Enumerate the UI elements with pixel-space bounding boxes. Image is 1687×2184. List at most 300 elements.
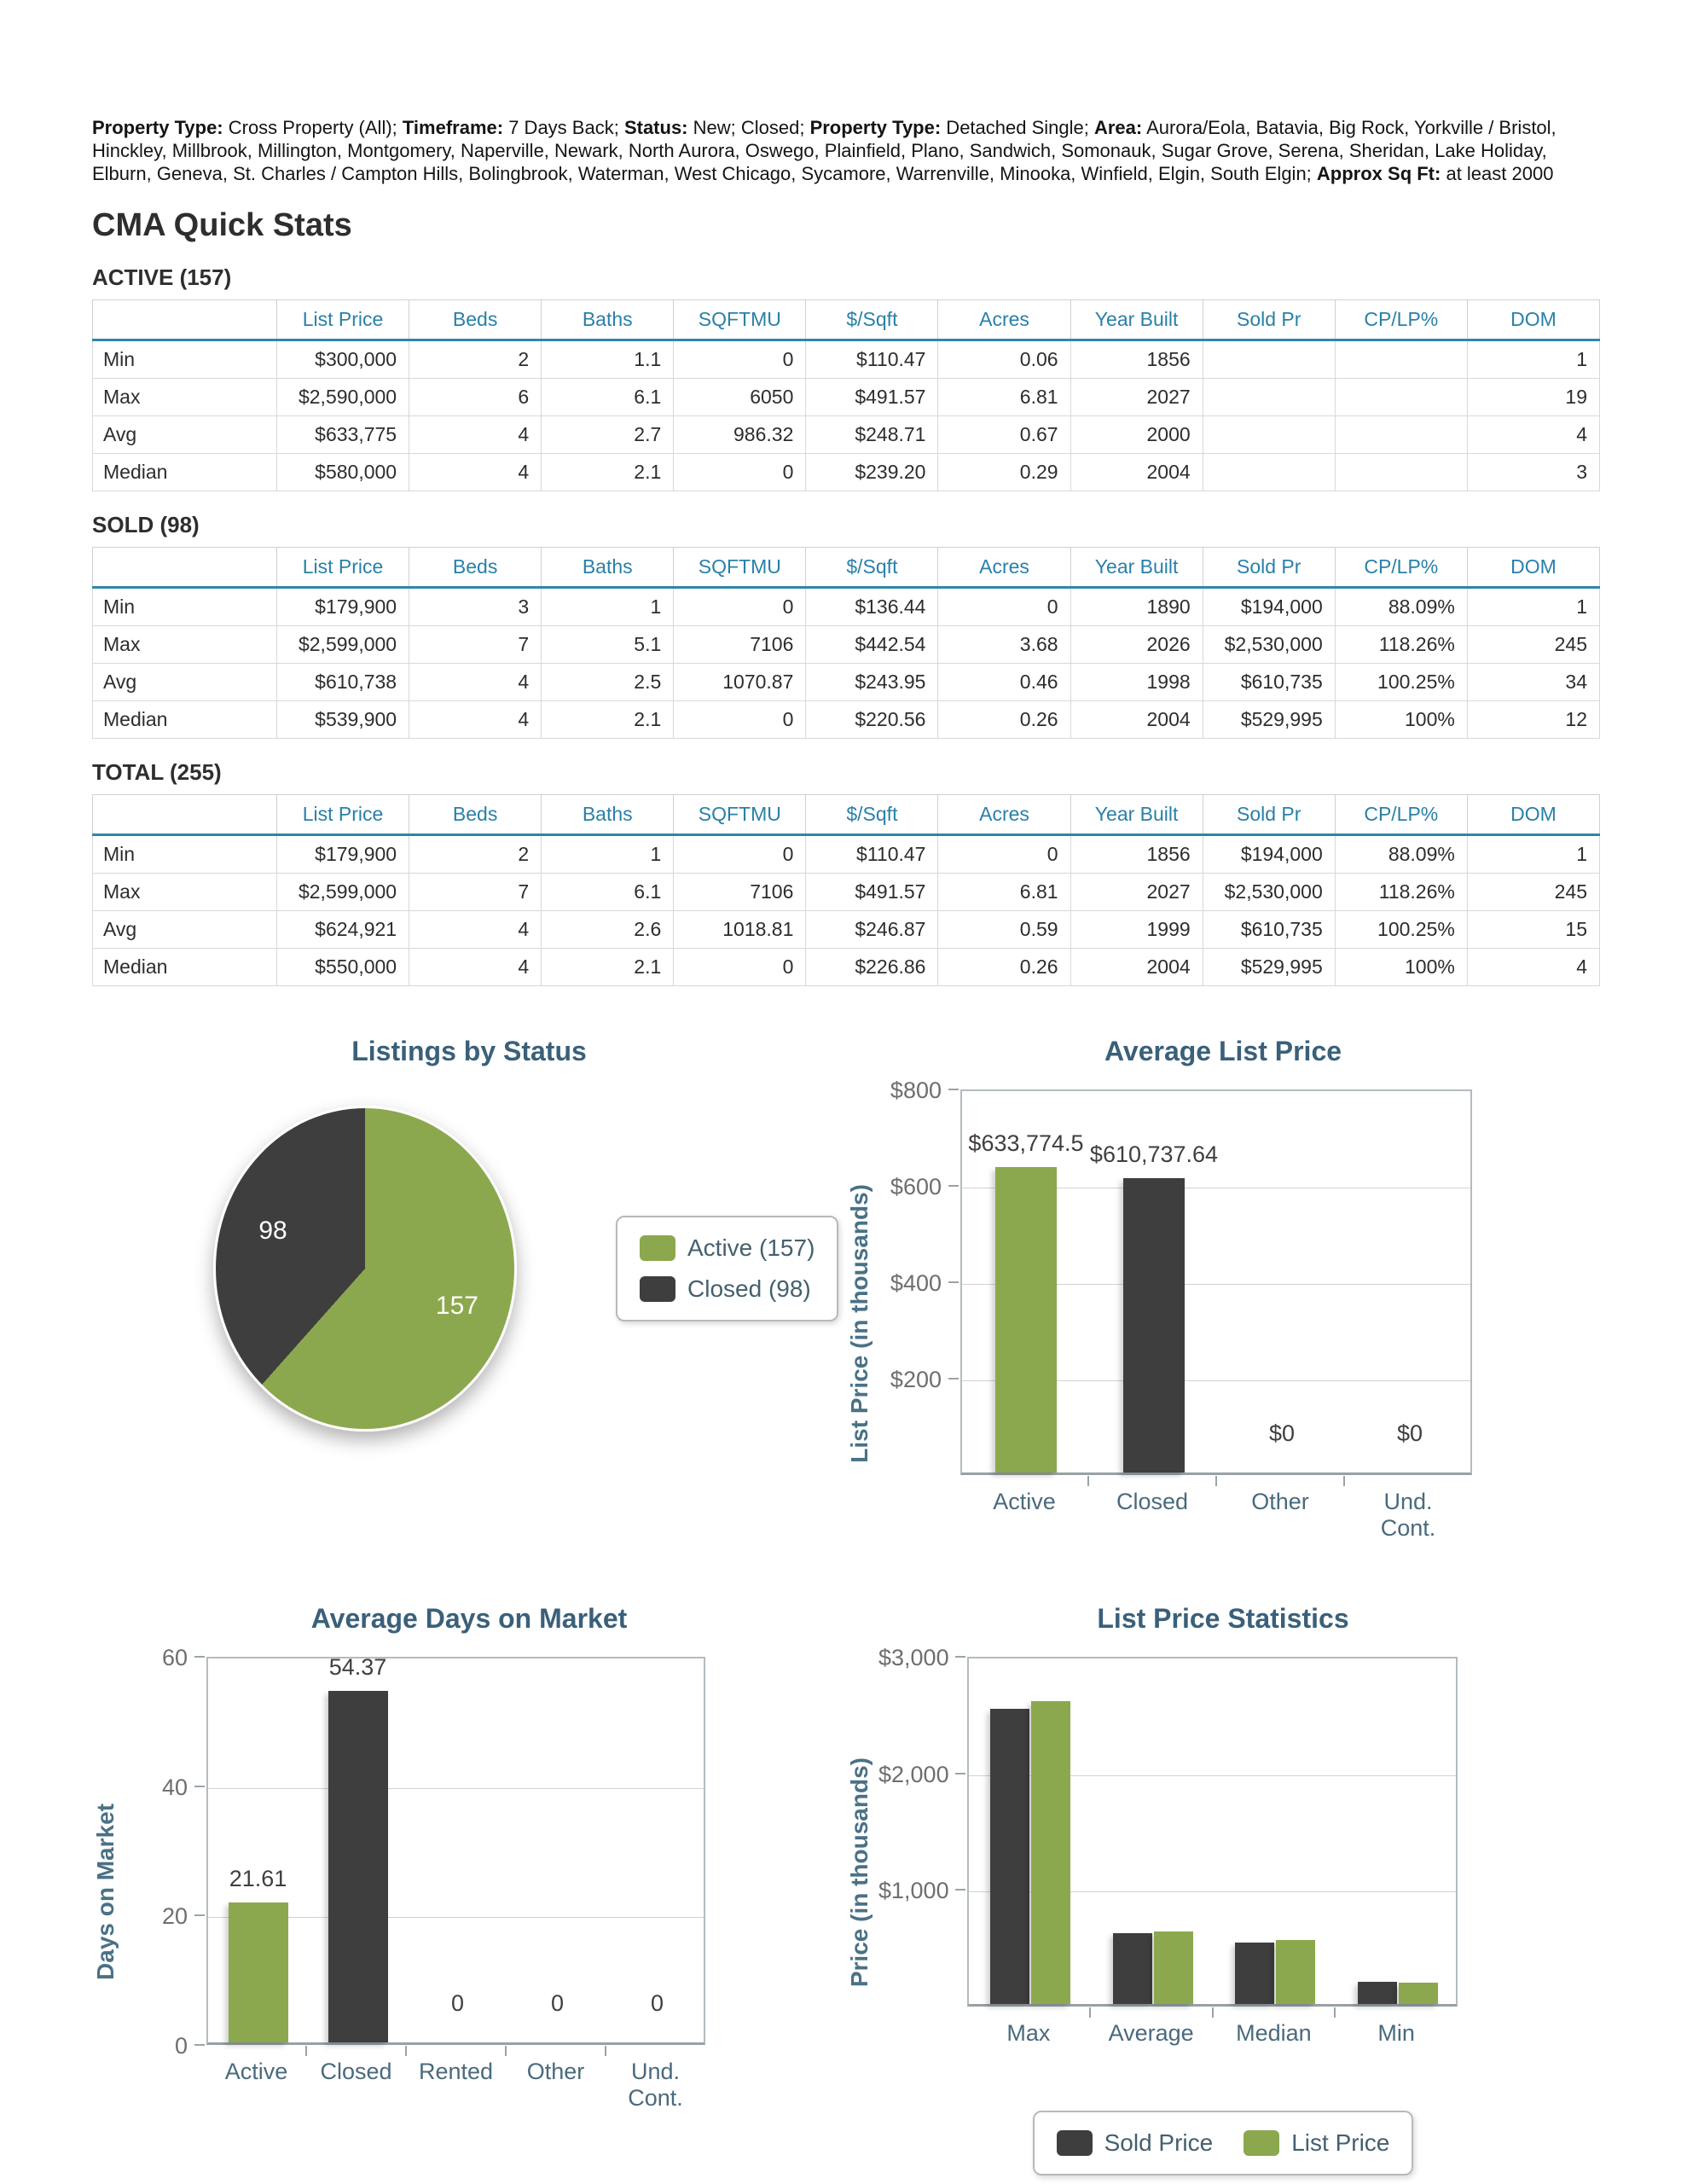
cell-value: $610,735	[1203, 664, 1335, 701]
x-category-label	[527, 2059, 585, 2085]
cell-value: 5.1	[542, 626, 674, 664]
cell-value: 1	[542, 835, 674, 874]
cell-value: 7	[409, 874, 542, 911]
cell-value: $2,530,000	[1203, 874, 1335, 911]
cell-value: $2,530,000	[1203, 626, 1335, 664]
chart-title: Average List Price	[1104, 1036, 1342, 1066]
cell-value: $624,921	[277, 911, 409, 949]
plot-area	[960, 1089, 1472, 1475]
column-header: Beds	[409, 300, 542, 340]
y-tick-mark	[955, 1889, 965, 1891]
table-row	[93, 454, 1600, 491]
y-tick-label: $3,000	[878, 1645, 949, 1670]
x-category-label-line: Other	[1251, 1489, 1309, 1514]
cell-value: 6	[409, 379, 542, 416]
cell-value: $136.44	[806, 588, 938, 626]
plot-area	[967, 1657, 1458, 2007]
cell-value: $610,738	[277, 664, 409, 701]
column-header: $/Sqft	[806, 300, 938, 340]
cell-value: 88.09%	[1335, 588, 1467, 626]
cell-value	[1203, 416, 1335, 454]
pie-slice-label: 157	[435, 1292, 478, 1321]
column-header: Baths	[542, 548, 674, 588]
y-tick-label: $1,000	[878, 1878, 949, 1904]
cell-value: 2027	[1070, 874, 1203, 911]
column-header: Acres	[938, 795, 1070, 835]
cell-value: 4	[409, 701, 542, 739]
section-heading: SOLD (98)	[92, 512, 200, 537]
bar-data-label: 0	[550, 1990, 565, 2016]
plot-area	[206, 1653, 705, 2045]
pie-graphic	[213, 1106, 517, 1432]
criteria-label: Property Type:	[809, 117, 942, 138]
cell-value: 1	[1467, 588, 1599, 626]
plot-area-wrap	[878, 1645, 1463, 2088]
criteria-label: Approx Sq Ft:	[1316, 163, 1441, 184]
bar	[1123, 1178, 1185, 1472]
table-row	[93, 664, 1600, 701]
cell-value: 100%	[1335, 949, 1467, 986]
legend-swatch	[1244, 2130, 1279, 2156]
stats-table	[92, 299, 1600, 491]
bar-data-label: 0	[450, 1990, 465, 2016]
x-category-label	[320, 2059, 391, 2085]
bar-data-label: $633,774.5	[968, 1130, 1084, 1156]
search-criteria	[92, 116, 1576, 185]
cell-value: 2	[409, 340, 542, 379]
x-category-label-line: Cont.	[628, 2085, 683, 2111]
cell-value: 0	[674, 588, 806, 626]
row-label: Avg	[93, 416, 277, 454]
legend-label: Active (157)	[687, 1234, 815, 1261]
x-tick-mark	[405, 2046, 407, 2056]
x-category-label	[1006, 2020, 1050, 2047]
x-tick-mark	[1212, 2007, 1214, 2018]
x-tick-mark	[1215, 1476, 1217, 1486]
cell-value: 19	[1467, 379, 1599, 416]
table-row	[93, 874, 1600, 911]
series-legend	[1033, 2111, 1414, 2175]
stats-section	[92, 512, 1600, 739]
criteria-value: Aurora/Eola, Batavia, Big Rock, Yorkville / Bristol, Hinckley, Millbrook, Millington, Montgomery, Naperville, Newark, North Aurora, Oswego, Plainfield, Plano, Sandwich, Somonauk, Sugar Grove, Serena, Sheridan, Lake Holiday, Elburn, Geneva, St. Charles / Campton Hills, Bolingbrook, Waterman, West Chicago, Sycamore, Warrenville, Minooka, Winfield, Elgin, South Elgin;	[92, 117, 1557, 184]
column-header: Sold Pr	[1203, 548, 1335, 588]
bar	[1399, 1983, 1438, 2004]
pie-slice-label: 98	[258, 1216, 287, 1245]
cell-value: 34	[1467, 664, 1599, 701]
cell-value: 6050	[674, 379, 806, 416]
column-header: DOM	[1467, 795, 1599, 835]
cell-value: 0	[674, 340, 806, 379]
criteria-value: Cross Property (All);	[223, 117, 403, 138]
column-header	[93, 795, 277, 835]
x-category-label	[1236, 2020, 1312, 2047]
cell-value: 4	[1467, 416, 1599, 454]
row-label: Median	[93, 454, 277, 491]
y-tick-mark	[948, 1185, 959, 1187]
x-category-label-line: Median	[1236, 2020, 1312, 2046]
table-row	[93, 911, 1600, 949]
row-label: Min	[93, 340, 277, 379]
bar-data-label: 0	[650, 1990, 664, 2016]
stats-section	[92, 264, 1600, 491]
x-category-label	[1116, 1489, 1188, 1515]
stats-tables	[92, 264, 1600, 986]
x-category-label-line: Closed	[1116, 1489, 1189, 1514]
legend-item	[640, 1234, 815, 1262]
table-row	[93, 701, 1600, 739]
y-tick-label: 60	[161, 1645, 188, 1670]
cell-value: 1	[1467, 340, 1599, 379]
y-tick-mark	[955, 1656, 965, 1658]
x-category-label-line: Cont.	[1380, 1515, 1436, 1541]
x-category-label-line: Active	[993, 1489, 1056, 1514]
cell-value: $248.71	[806, 416, 938, 454]
cell-value: $633,775	[277, 416, 409, 454]
cell-value: 12	[1467, 701, 1599, 739]
table-row	[93, 835, 1600, 874]
y-tick-mark	[194, 1656, 205, 1658]
bar-data-label: $0	[1268, 1420, 1296, 1446]
cell-value: $550,000	[277, 949, 409, 986]
cell-value: 4	[409, 454, 542, 491]
cell-value: 0	[674, 949, 806, 986]
x-category-label	[1381, 1489, 1436, 1542]
x-category-label-line: Und.	[630, 2059, 681, 2084]
gridline	[208, 1788, 704, 1789]
chart-title: Average Days on Market	[310, 1603, 628, 1634]
bar-chart-average-days-on-market	[92, 1603, 846, 2175]
column-header: SQFTMU	[674, 795, 806, 835]
cell-value: 2.6	[542, 911, 674, 949]
criteria-value: Detached Single;	[941, 117, 1094, 138]
criteria-label: Area:	[1093, 117, 1143, 138]
cell-value: 88.09%	[1335, 835, 1467, 874]
cell-value: $442.54	[806, 626, 938, 664]
cell-value: $491.57	[806, 874, 938, 911]
chart-title: List Price Statistics	[1097, 1603, 1349, 1634]
cell-value: $491.57	[806, 379, 938, 416]
legend-swatch	[1057, 2130, 1093, 2156]
page-title: CMA Quick Stats	[92, 207, 352, 243]
cell-value: 1	[542, 588, 674, 626]
pie-legend	[616, 1216, 838, 1321]
cell-value: $580,000	[277, 454, 409, 491]
cell-value: $610,735	[1203, 911, 1335, 949]
cell-value: 2004	[1070, 454, 1203, 491]
cell-value: 2027	[1070, 379, 1203, 416]
column-header: Year Built	[1070, 548, 1203, 588]
column-header: Sold Pr	[1203, 795, 1335, 835]
column-header: Sold Pr	[1203, 300, 1335, 340]
x-category-label	[225, 2059, 288, 2085]
column-header: $/Sqft	[806, 795, 938, 835]
cell-value: 100.25%	[1335, 664, 1467, 701]
column-header: List Price	[277, 795, 409, 835]
legend-swatch	[640, 1276, 675, 1302]
legend-label: List Price	[1291, 2129, 1390, 2156]
cell-value: 2	[409, 835, 542, 874]
cell-value: 1070.87	[674, 664, 806, 701]
cell-value	[1335, 454, 1467, 491]
column-header: CP/LP%	[1335, 300, 1467, 340]
y-tick-mark	[194, 1786, 205, 1787]
x-category-label-line: Max	[1006, 2020, 1051, 2046]
stats-section	[92, 759, 1600, 986]
cell-value: 1856	[1070, 340, 1203, 379]
y-axis-title: Days on Market	[92, 1804, 119, 1980]
row-label: Max	[93, 874, 277, 911]
criteria-value: New; Closed;	[687, 117, 810, 138]
grouped-bar-chart-body	[846, 1645, 1600, 2175]
cell-value: 100.25%	[1335, 911, 1467, 949]
cell-value: 0.46	[938, 664, 1070, 701]
cell-value: 2.5	[542, 664, 674, 701]
y-tick-mark	[194, 2044, 205, 2046]
column-header: DOM	[1467, 300, 1599, 340]
cell-value: 1998	[1070, 664, 1203, 701]
cell-value: $539,900	[277, 701, 409, 739]
table-body	[93, 340, 1600, 491]
table-row	[93, 588, 1600, 626]
criteria-label: Status:	[623, 117, 688, 138]
bar-data-label: $610,737.64	[1089, 1141, 1219, 1167]
column-header: SQFTMU	[674, 300, 806, 340]
cell-value: 0	[938, 835, 1070, 874]
column-header: Year Built	[1070, 300, 1203, 340]
cell-value: 1856	[1070, 835, 1203, 874]
x-category-label-line: Rented	[418, 2059, 494, 2084]
x-tick-mark	[305, 2046, 307, 2056]
cell-value: 118.26%	[1335, 626, 1467, 664]
cell-value: 2004	[1070, 701, 1203, 739]
column-header: Acres	[938, 300, 1070, 340]
column-header: Baths	[542, 795, 674, 835]
cell-value: 245	[1467, 874, 1599, 911]
table-row	[93, 340, 1600, 379]
x-category-label-line: Average	[1108, 2020, 1194, 2046]
cell-value: $226.86	[806, 949, 938, 986]
x-category-label-line: Other	[526, 2059, 585, 2084]
cell-value: $194,000	[1203, 835, 1335, 874]
row-label: Max	[93, 626, 277, 664]
x-category-label	[1377, 2020, 1415, 2047]
cell-value: 118.26%	[1335, 874, 1467, 911]
cell-value: $220.56	[806, 701, 938, 739]
cell-value: $2,599,000	[277, 874, 409, 911]
stats-table	[92, 794, 1600, 986]
criteria-value: 7 Days Back;	[503, 117, 624, 138]
bar	[1113, 1933, 1152, 2004]
cell-value: 7	[409, 626, 542, 664]
bar-chart-average-list-price	[846, 1036, 1600, 1557]
table-head	[93, 548, 1600, 588]
table-body	[93, 835, 1600, 986]
cell-value: 6.81	[938, 379, 1070, 416]
y-tick-mark	[955, 1773, 965, 1774]
row-label: Max	[93, 379, 277, 416]
cell-value: 0.67	[938, 416, 1070, 454]
cell-value: $179,900	[277, 835, 409, 874]
cell-value: 6.1	[542, 874, 674, 911]
cell-value: 986.32	[674, 416, 806, 454]
table-row	[93, 949, 1600, 986]
cell-value: 0.26	[938, 949, 1070, 986]
y-tick-label: $800	[890, 1077, 942, 1103]
y-tick-label: 40	[161, 1774, 188, 1800]
cell-value: 245	[1467, 626, 1599, 664]
cell-value: 2.1	[542, 701, 674, 739]
row-label: Avg	[93, 664, 277, 701]
y-tick-mark	[948, 1281, 959, 1283]
cell-value: $246.87	[806, 911, 938, 949]
cell-value: 0.29	[938, 454, 1070, 491]
column-header: Year Built	[1070, 795, 1203, 835]
cell-value	[1335, 379, 1467, 416]
bar-chart-body	[846, 1077, 1600, 1557]
criteria-label: Timeframe:	[402, 117, 504, 138]
cell-value: 2026	[1070, 626, 1203, 664]
column-header	[93, 300, 277, 340]
y-axis-title: List Price (in thousands)	[846, 1183, 872, 1463]
legend-label: Closed (98)	[687, 1275, 811, 1302]
cell-value: 1.1	[542, 340, 674, 379]
column-header: CP/LP%	[1335, 548, 1467, 588]
cell-value: 3.68	[938, 626, 1070, 664]
table-row	[93, 626, 1600, 664]
cell-value: 1999	[1070, 911, 1203, 949]
bar	[328, 1691, 388, 2042]
y-tick-mark	[948, 1378, 959, 1380]
column-header: $/Sqft	[806, 548, 938, 588]
column-header: SQFTMU	[674, 548, 806, 588]
bar-data-label: $0	[1396, 1420, 1423, 1446]
cell-value: $110.47	[806, 340, 938, 379]
cell-value: 0	[674, 454, 806, 491]
cell-value: 1018.81	[674, 911, 806, 949]
table-head	[93, 300, 1600, 340]
cell-value: 0	[938, 588, 1070, 626]
x-category-label-line: Und.	[1383, 1489, 1433, 1514]
pie-chart-listings-by-status	[92, 1036, 846, 1557]
bar-data-label: 54.37	[328, 1653, 387, 1680]
y-axis-title: Price (in thousands)	[846, 1757, 872, 1988]
row-label: Min	[93, 588, 277, 626]
cell-value: 3	[409, 588, 542, 626]
column-header: List Price	[277, 300, 409, 340]
bar	[1154, 1931, 1193, 2004]
cell-value: $239.20	[806, 454, 938, 491]
table-header-row	[93, 795, 1600, 835]
bar	[995, 1167, 1057, 1472]
y-tick-mark	[948, 1089, 959, 1090]
x-category-label	[419, 2059, 493, 2085]
bar-chart-flex	[846, 1645, 1600, 2088]
section-heading: TOTAL (255)	[92, 759, 222, 785]
cell-value: 6.1	[542, 379, 674, 416]
cell-value: $194,000	[1203, 588, 1335, 626]
cell-value: $179,900	[277, 588, 409, 626]
criteria-label: Property Type:	[92, 117, 223, 138]
x-tick-mark	[1343, 1476, 1345, 1486]
y-tick-label: $2,000	[878, 1761, 949, 1787]
x-category-label	[628, 2059, 683, 2111]
bar	[990, 1709, 1029, 2004]
bar	[1031, 1701, 1070, 2004]
cell-value: 3	[1467, 454, 1599, 491]
y-tick-label: 0	[174, 2033, 188, 2059]
bar-chart-flex	[92, 1645, 846, 2127]
x-tick-mark	[505, 2046, 507, 2056]
cell-value: 2.7	[542, 416, 674, 454]
cell-value: 2.1	[542, 949, 674, 986]
legend-item	[1244, 2129, 1389, 2157]
cell-value: 1	[1467, 835, 1599, 874]
bar-data-label: 21.61	[229, 1866, 287, 1892]
bar	[1358, 1982, 1397, 2005]
cell-value: $2,590,000	[277, 379, 409, 416]
bar	[1276, 1940, 1315, 2004]
cell-value: 7106	[674, 626, 806, 664]
cell-value: 1890	[1070, 588, 1203, 626]
cell-value: $2,599,000	[277, 626, 409, 664]
x-category-label-line: Closed	[320, 2059, 392, 2084]
cell-value: 0.59	[938, 911, 1070, 949]
x-category-label	[1251, 1489, 1309, 1515]
cell-value: 4	[409, 911, 542, 949]
cell-value: 4	[409, 416, 542, 454]
table-head	[93, 795, 1600, 835]
grouped-bar-chart-list-price-statistics	[846, 1603, 1600, 2175]
table-header-row	[93, 300, 1600, 340]
column-header: CP/LP%	[1335, 795, 1467, 835]
column-header: List Price	[277, 548, 409, 588]
plot-area-wrap	[878, 1077, 1477, 1557]
legend-row	[846, 2111, 1600, 2175]
criteria-value: at least 2000	[1441, 163, 1554, 184]
cell-value	[1335, 416, 1467, 454]
cell-value: 7106	[674, 874, 806, 911]
cell-value: $243.95	[806, 664, 938, 701]
column-header: Beds	[409, 548, 542, 588]
table-body	[93, 588, 1600, 739]
cell-value	[1203, 379, 1335, 416]
stats-table	[92, 547, 1600, 739]
row-label: Min	[93, 835, 277, 874]
x-tick-mark	[1087, 1476, 1089, 1486]
cell-value: $110.47	[806, 835, 938, 874]
cell-value: 4	[1467, 949, 1599, 986]
cell-value: 0	[674, 701, 806, 739]
cell-value	[1203, 340, 1335, 379]
column-header: Beds	[409, 795, 542, 835]
row-label: Median	[93, 949, 277, 986]
x-category-label	[993, 1489, 1056, 1515]
legend-item	[640, 1275, 815, 1303]
cell-value: 2004	[1070, 949, 1203, 986]
bar-chart-flex	[846, 1077, 1600, 1557]
table-header-row	[93, 548, 1600, 588]
cell-value: 6.81	[938, 874, 1070, 911]
y-tick-label: $200	[890, 1367, 942, 1392]
pie-chart-body	[92, 1089, 846, 1448]
row-label: Median	[93, 701, 277, 739]
x-tick-mark	[1334, 2007, 1336, 2018]
charts-grid	[92, 1036, 1600, 2175]
cell-value: $529,995	[1203, 701, 1335, 739]
y-tick-label: $600	[890, 1174, 942, 1199]
x-tick-mark	[1089, 2007, 1091, 2018]
x-category-label	[1109, 2020, 1194, 2047]
